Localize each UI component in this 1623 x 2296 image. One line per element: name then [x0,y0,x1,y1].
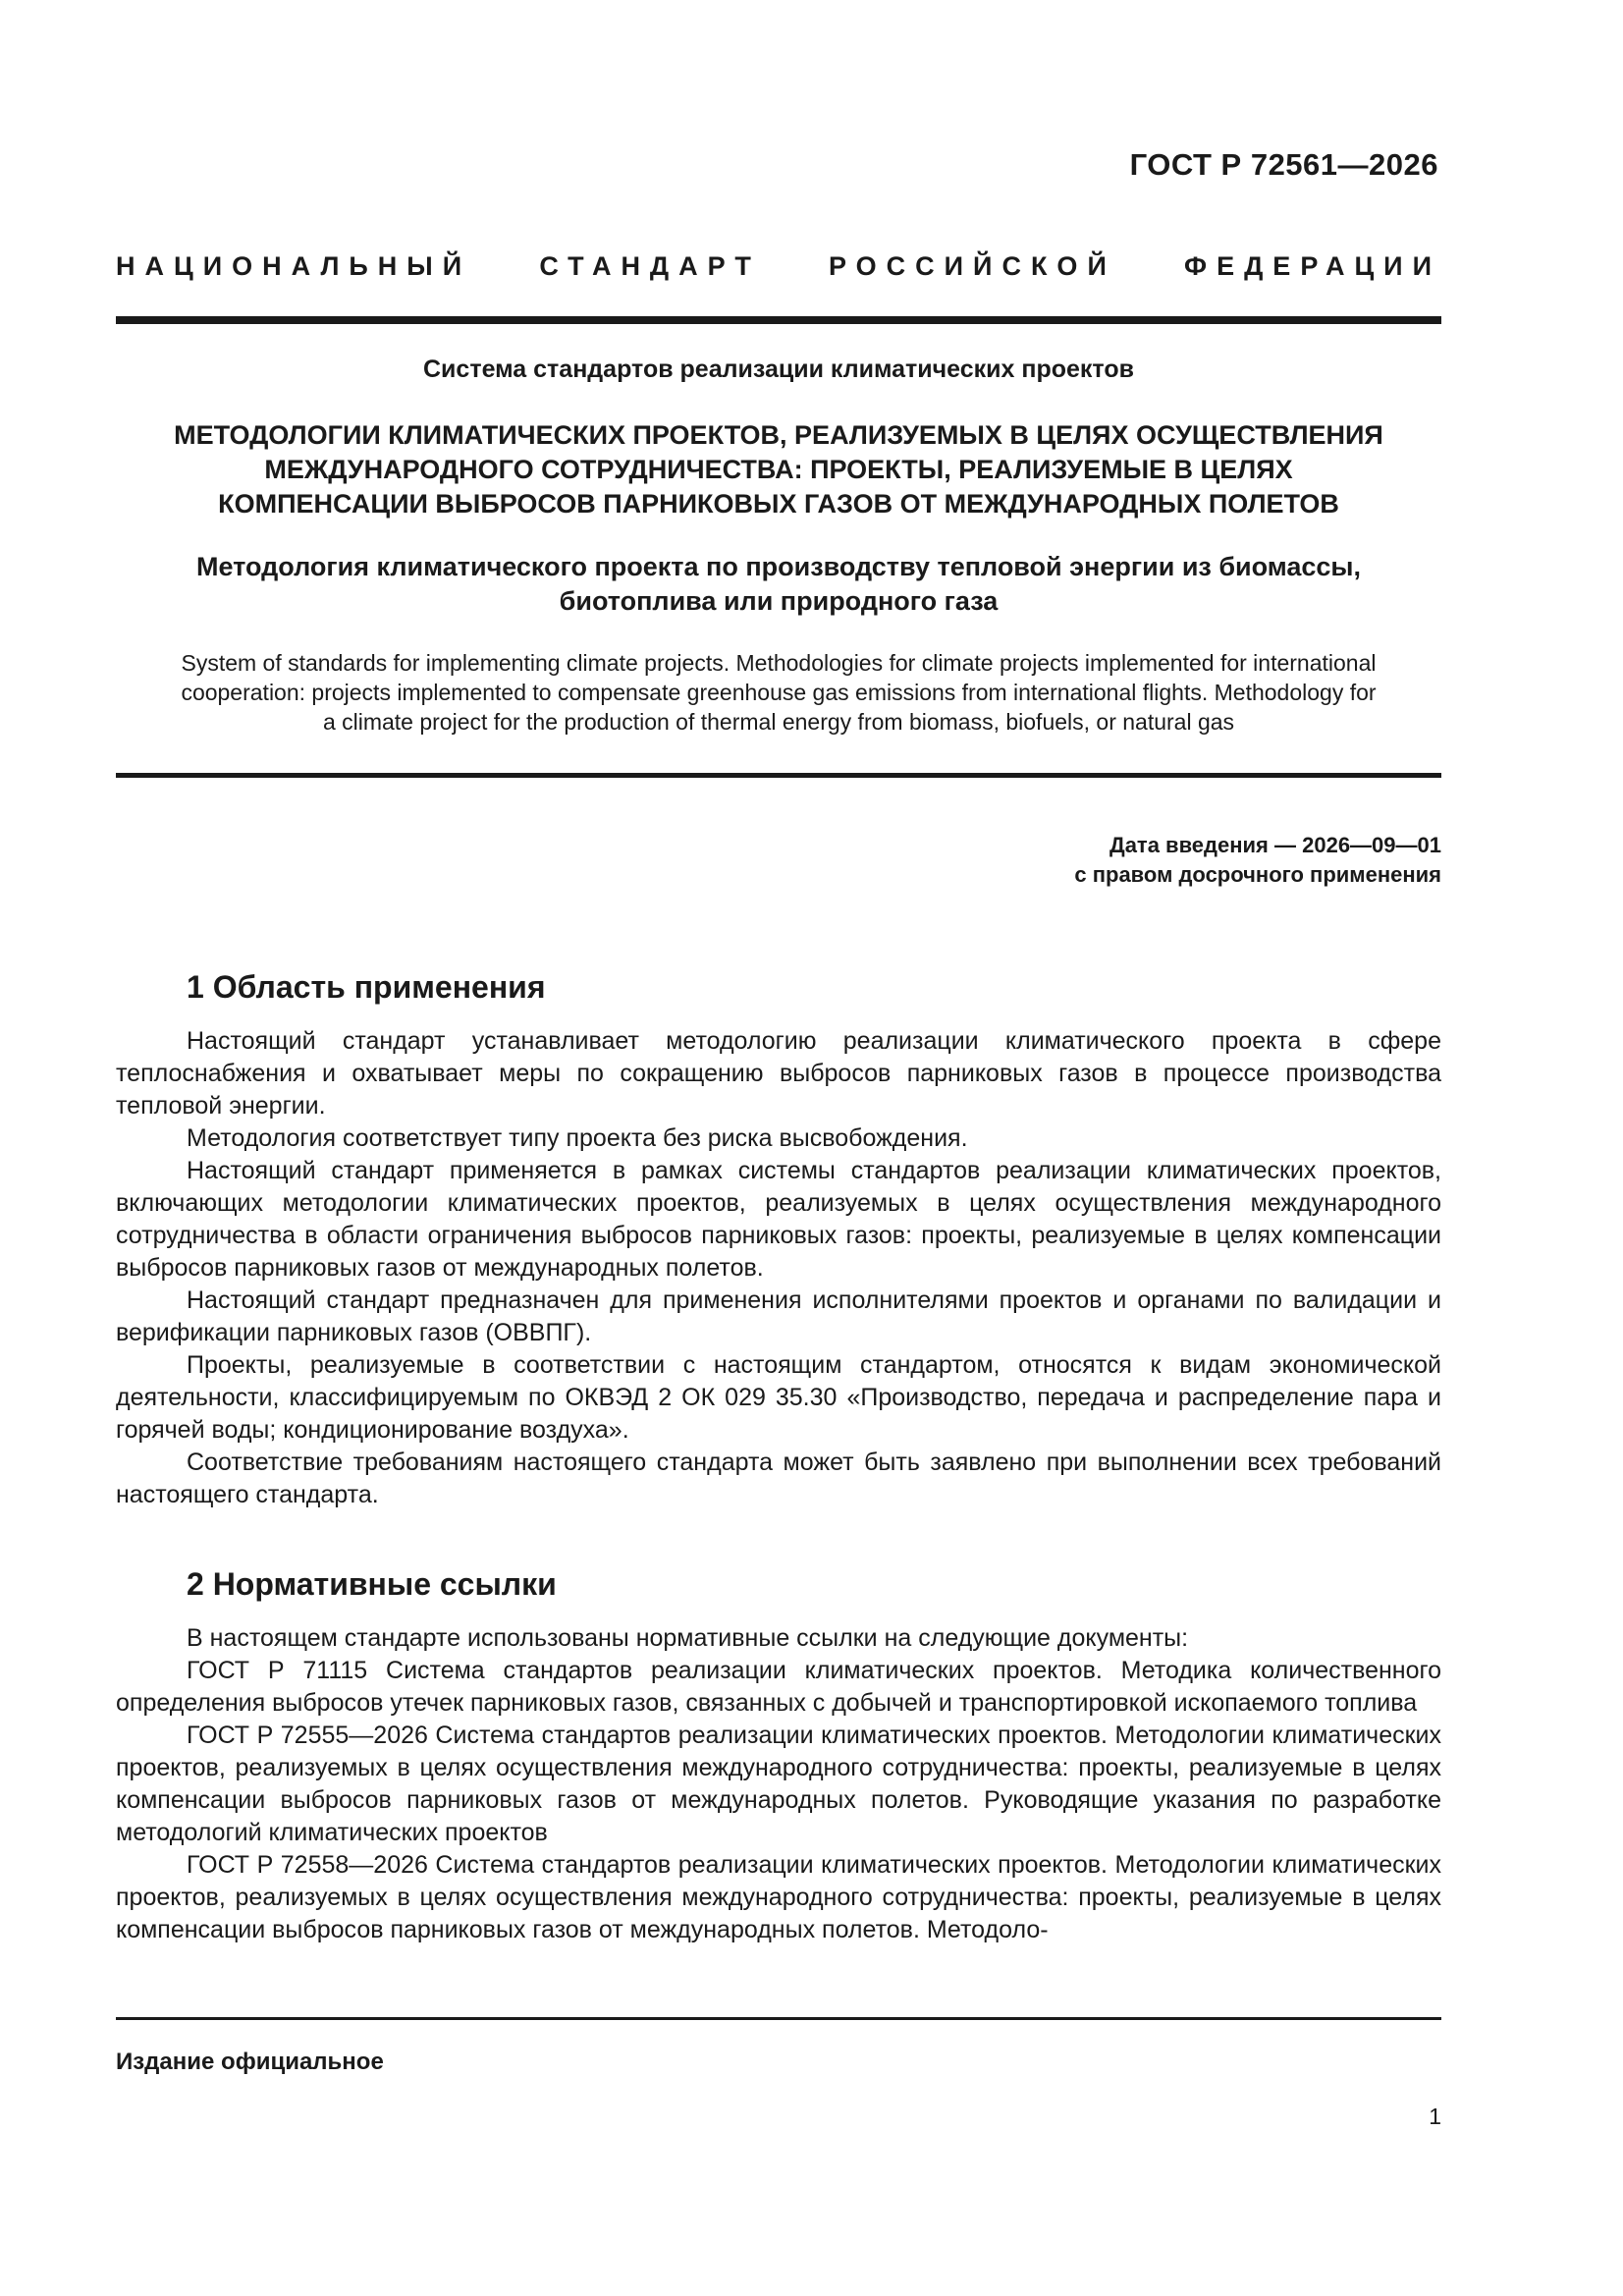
paragraph: Методология соответствует типу проекта без риска высвобождения. [187,1124,968,1152]
sub-title-line: биотоплива или природного газа [559,586,999,616]
main-title-line: КОМПЕНСАЦИИ ВЫБРОСОВ ПАРНИКОВЫХ ГАЗОВ ОТ МЕЖДУНАРОДНЫХ ПОЛЕТОВ [218,489,1339,519]
reference-item: ГОСТ Р 72555—2026 Система стандартов реализации климатических проектов. Методологии климатических проектов, реализуемых в целях осуществления международного сотрудничества: проекты, реализуемые в целях компенсации выбросов парниковых газов от международных полетов. Руководящие указания по разработке методологий климатических проектов [116,1722,1441,1846]
early-application-line: с правом досрочного применения [1074,862,1441,887]
paragraph: Настоящий стандарт предназначен для применения исполнителями проектов и органами по валидации и верификации парниковых газов (ОВВПГ). [116,1286,1441,1346]
introduction-date-line: Дата введения — 2026—09—01 [1109,833,1441,857]
footer-rule [116,2017,1441,2020]
reference-item: ГОСТ Р 72558—2026 Система стандартов реализации климатических проектов. Методологии климатических проектов, реализуемых в целях осуществления международного сотрудничества: проекты, реализуемые в целях компенсации выбросов парниковых газов от международных полетов. Методоло- [116,1851,1441,1943]
page-number: 1 [1429,2104,1441,2129]
paragraph: Соответствие требованиям настоящего стандарта может быть заявлено при выполнении всех требований настоящего стандарта. [116,1449,1441,1508]
sub-title-line: Методология климатического проекта по производству тепловой энергии из биомассы, [196,552,1361,581]
section-scope [116,969,1441,1511]
paragraph: Настоящий стандарт устанавливает методологию реализации климатического проекта в сфере теплоснабжения и охватывает меры по сокращению выбросов парниковых газов в процессе производства тепловой энергии. [116,1027,1441,1120]
header-rule [116,316,1441,324]
paragraph: В настоящем стандарте использованы нормативные ссылки на следующие документы: [187,1624,1189,1652]
english-title [116,648,1441,737]
paragraph: Проекты, реализуемые в соответствии с настоящим стандартом, относятся к видам экономической деятельности, классифицируемым по ОКВЭД 2 ОК 029 35.30 «Производство, передача и распределение пара и горячей воды; кондиционирование воздуха». [116,1351,1441,1444]
title-rule [116,773,1441,778]
section-heading: 1 Область применения [187,969,546,1005]
national-standard-title: НАЦИОНАЛЬНЫЙ СТАНДАРТ РОССИЙСКОЙ ФЕДЕРАЦИИ [116,251,1441,281]
main-title-line: МЕЖДУНАРОДНОГО СОТРУДНИЧЕСТВА: ПРОЕКТЫ, РЕАЛИЗУЕМЫЕ В ЦЕЛЯХ [264,455,1293,484]
reference-item: ГОСТ Р 71115 Система стандартов реализации климатических проектов. Методика количественного определения выбросов утечек парниковых газов, связанных с добычей и транспортировкой ископаемого топлива [116,1657,1441,1717]
main-title-line: МЕТОДОЛОГИИ КЛИМАТИЧЕСКИХ ПРОЕКТОВ, РЕАЛИЗУЕМЫХ В ЦЕЛЯХ ОСУЩЕСТВЛЕНИЯ [174,420,1383,450]
english-title-line: System of standards for implementing climate projects. Methodologies for climate projects implemented for international [181,650,1377,676]
paragraph: Настоящий стандарт применяется в рамках системы стандартов реализации климатических проектов, включающих методологии климатических проектов, реализуемых в целях осуществления международного сотрудничества в области ограничения выбросов парниковых газов: проекты, реализуемые в целях компенсации выбросов парниковых газов от международных полетов. [116,1157,1441,1282]
section-normative-references [116,1566,1441,1946]
system-title: Система стандартов реализации климатических проектов [423,355,1134,383]
english-title-line: cooperation: projects implemented to compensate greenhouse gas emissions from international flights. Methodology for [181,680,1377,705]
main-title [116,418,1441,521]
section-heading: 2 Нормативные ссылки [187,1566,557,1602]
standard-number: ГОСТ Р 72561—2026 [1129,147,1438,182]
english-title-line: a climate project for the production of thermal energy from biomass, biofuels, or natural gas [322,709,1235,735]
official-edition-label: Издание официальное [116,2049,384,2075]
introduction-date [1074,831,1441,890]
sub-title [116,550,1441,619]
